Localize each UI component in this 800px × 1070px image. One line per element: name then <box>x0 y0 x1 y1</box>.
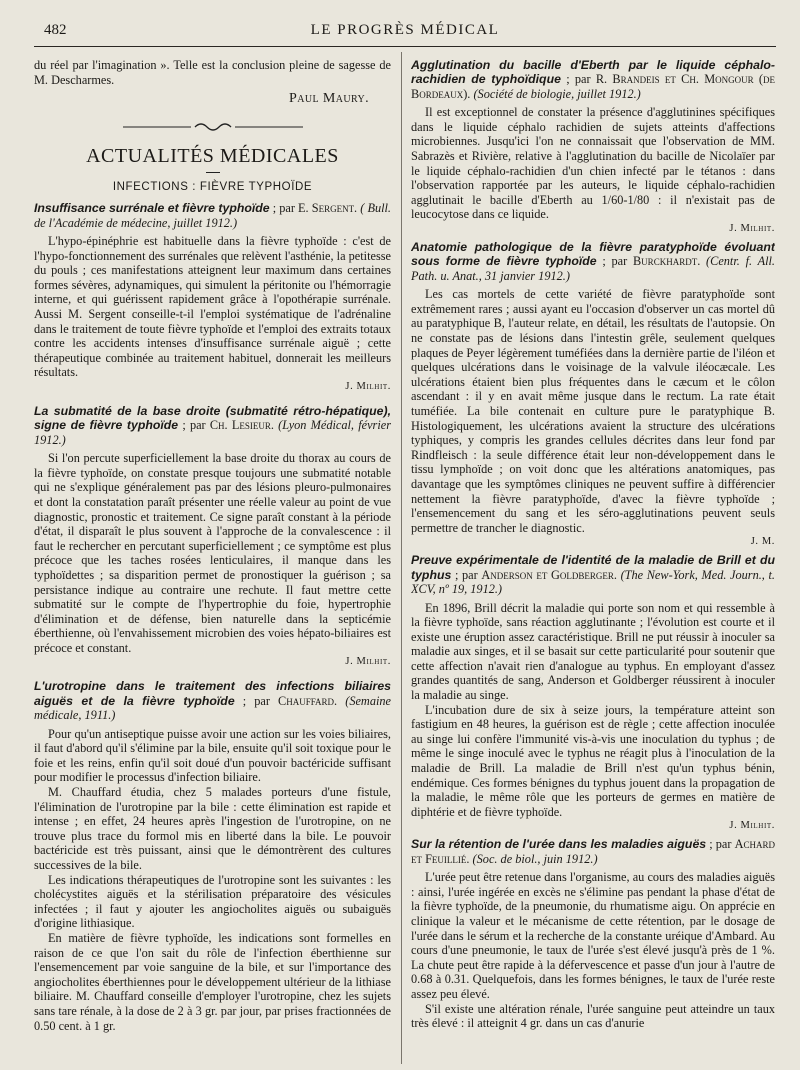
article-title: Anatomie pathologique de la fièvre paratyphoïde évoluant sous forme de fièvre typhoïde <box>411 239 775 269</box>
article-source: (Semaine médicale, 1911.) <box>34 693 391 723</box>
article-paragraph: En matière de fièvre typhoïde, les indications sont formelles en raison de ce que l'on sait du rôle de l'infection éberthienne sur l'ensemencement par voie sanguine de la bile, et sur l'importance des angiocholites éberthiennes pour le développement ultérieur de la lithiase biliaire. M. Chauffard conseille d'employer l'urotropine, chez les sujets sans tare rénale, à la dose de 2 à 3 gr. par jour, par prises fractionnées de 0.50 cent. à 1 gr. <box>34 931 391 1033</box>
page-number: 482 <box>44 22 67 38</box>
article-title: Agglutination du bacille d'Eberth par le liquide céphalo-rachidien de typhoïdique <box>411 58 775 87</box>
article-title: Preuve expérimentale de l'identité de la maladie de Brill et du typhus <box>411 553 775 582</box>
article-title: Insuffisance surrénale et fièvre typhoïde <box>34 201 270 216</box>
article-heading: Agglutination du bacille d'Eberth par le liquide céphalo-rachidien de typhoïdique ; par R. Brandeis et Ch. Mongour (de Bordeaux). (Société de biologie, juillet 1912.) <box>411 58 775 101</box>
article-author: Ch. Lesieur. <box>209 418 274 433</box>
article-paragraph: Si l'on percute superficiellement la base droite du thorax au cours de la fièvre typhoïde, on constate presque toujours une submatité notable qui ne s'explique généralement pas par des lésions pleuro-pulmonaires et dont la constatation paraît présenter une réelle valeur au point de vue diagnostic, pronostic et traitement. Ce signe paraît constant à la période d'état, il disparaît le plus souvent à l'approche de la convalescence : il faut le rechercher en percutant superficiellement ; ce symptôme est plus précoce que les taches rosées lenticulaires, il manque dans les typhoïdettes ; sa disparition permet de pronostiquer la guérison ; sa persistance indique au contraire une rechute. Il faut mettre cette submatité sur le compte de l'hypertrophie du foie, hypertrophie d'élimination et de défense, bien naturelle dans la septicémie éberthienne, où l'envahissement microbien des voies hépato-biliaires est précoce et constant. <box>34 451 391 655</box>
article-paragraph: L'hypo-épinéphrie est habituelle dans la fièvre typhoïde : c'est de l'hypo-fonctionnement des surrénales que relèvent l'asthénie, la petitesse du pouls ; ces manifestations atteignent leur maximum dans certaines formes sévères, adynamiques, qui simulent la péritonite ou l'hémorragie interne, et qui guérissent rapidement grâce à l'opothérapie surrénale. Aussi M. Sergent conseille-t-il l'emploi systématique de l'adrénaline dans le traitement de toute fièvre typhoïde et l'emploi des extraits totaux contre les accidents intenses d'insuffisance surrénale aiguë ; cette thérapeutique combinée au traitement habituel, donnerait les meilleurs résultats. <box>34 234 391 380</box>
article-author: Anderson et Goldberger. <box>481 567 617 582</box>
left-column <box>34 58 391 1063</box>
article-paragraph: Pour qu'un antiseptique puisse avoir une action sur les voies biliaires, il faut d'abord qu'il s'élimine par la bile, ensuite qu'il soit toxique pour le foie et les reins, enfin qu'il soit doué d'un pouvoir bactéricide suffisant pour modifier le processus d'infection biliaire. <box>34 726 391 785</box>
article-author: E. Sergent. <box>298 201 358 216</box>
page-header <box>34 20 776 42</box>
article-source: (Lyon Médical, février 1912.) <box>34 418 391 447</box>
article-signature: J. Milhit. <box>729 820 775 832</box>
article <box>411 240 775 547</box>
article <box>34 404 391 668</box>
article-title: La submatité de la base droite (submatité rétro-hépatique), signe de fièvre typhoïde <box>34 403 391 433</box>
article <box>411 553 775 831</box>
article-source: (Centr. f. All. Path. u. Anat., 31 janvier 1912.) <box>411 254 775 283</box>
article-author: R. Brandeis et Ch. Mongour (de Bordeaux). <box>411 72 775 101</box>
subsection-title: INFECTIONS : FIÈVRE TYPHOÏDE <box>112 181 313 194</box>
article <box>34 201 391 392</box>
article-paragraph: M. Chauffard étudia, chez 5 malades porteurs d'une fistule, l'élimination de l'urotropine par la bile : cette élimination est rapide et intense ; en effet, 24 heures après l'ingestion de l'urotropine, on ne trouve plus trace du formol mis en liberté dans la bile. Le pouvoir bactéricide est très puissant, ainsi que le démontrèrent des cultures successives de la bile. <box>34 785 391 873</box>
article-paragraph: En 1896, Brill décrit la maladie qui porte son nom et qui ressemble à la fièvre typhoïde, sans réaction agglutinante ; l'évolution est courte et il existe une éruption assez caractéristique. Brill ne put réussir à inoculer sa maladie aux singes, et il se basait sur cette particularité pour soutenir que cette affection n'avait rien d'analogue au typhus. En employant d'assez grandes quantités de sang, Anderson et Goldberger réussirent à inoculer la maladie au singe. <box>411 600 775 703</box>
article-paragraph: L'urée peut être retenue dans l'organisme, au cours des maladies aiguës : ainsi, l'urée ingérée en excès ne s'élimine pas pendant la phase d'état de la fièvre typhoïde, de la pneumonie, du rhumatisme aigu. On apprécie en clinique la valeur et le mécanisme de cette rétention, par le dosage de l'urée dans le sérum et la recherche de la constante uréique d'Ambard. Au cours d'une pneumonie, le taux de l'urée s'est élevé jusqu'à près de 1 %. La chute peut être rapide à la défervescence et passe d'un jour à l'autre de 0.68 à 0.31. Quelquefois, dans les formes bénignes, le taux de l'urée reste assez peu élevé. <box>411 870 775 1001</box>
section-dash <box>206 172 220 173</box>
intro-signature: Paul Maury. <box>289 91 369 107</box>
article-paragraph: S'il existe une altération rénale, l'urée sanguine peut atteindre un taux très élevé : il atteignit 4 gr. dans un cas d'anurie <box>411 1001 775 1031</box>
article-source: ( Bull. de l'Académie de médecine, juillet 1912.) <box>34 201 391 230</box>
article-heading: Sur la rétention de l'urée dans les maladies aiguës ; par Achard et Feuillié. (Soc. de biol., juin 1912.) <box>411 837 775 866</box>
article-heading: La submatité de la base droite (submatité rétro-hépatique), signe de fièvre typhoïde ; par Ch. Lesieur. (Lyon Médical, février 1912.) <box>34 403 391 447</box>
article-author: Achard et Feuillié. <box>411 837 775 866</box>
header-rule <box>34 46 776 47</box>
ornamental-rule <box>123 121 303 133</box>
section-title: ACTUALITÉS MÉDICALES <box>86 145 339 168</box>
article-signature: J. Milhit. <box>345 656 391 668</box>
article-title: Sur la rétention de l'urée dans les maladies aiguës <box>411 837 707 852</box>
article-source: (Soc. de biol., juin 1912.) <box>472 851 598 866</box>
article-title: L'urotropine dans le traitement des infections biliaires aiguës et de la fièvre typhoïde <box>34 679 391 708</box>
right-column <box>411 58 775 1063</box>
article-signature: J. Milhit. <box>729 222 775 234</box>
article-paragraph: Les cas mortels de cette variété de fièvre paratyphoïde sont extrêmement rares ; aussi ayant eu l'occasion d'observer un cas mortel dû au paratyphique B, l'auteur relate, en détail, les résultats de l'autopsie. On ne constate pas de lésions dans l'intestin grêle, seulement quelques plaques de Peyer légèrement tuméfiées dans la dernière partie de l'iléon et quelques ulcérations dans le voisinage de la valvule iléocæcale. Les ulcérations étaient bien plus fréquentes dans le cæcum et le côlon ascendant : il y en avait même jusque dans le rectum. La rate était tuméfiée. La bile contenait en culture pure le paratyphique B. Histologiquement, les ulcérations avaient la structure des ulcérations typhiques, y compris les grandes cellules décrites dans leur fond par Rindfleisch : la seule différence était leur non-développement dans le tissu lymphoïde ; on voit donc que les altérations anatomiques, pas davantage que les symptômes cliniques ne peuvent suffire à différencier nettement la fièvre paratyphoïde, d'avec la fièvre typhoïde ; l'ensemencement du sang et les séro-agglutinations peuvent seuls permettre de trancher le diagnostic. <box>411 287 775 535</box>
article-source: (Société de biologie, juillet 1912.) <box>473 86 641 101</box>
running-title: LE PROGRÈS MÉDICAL <box>310 22 500 38</box>
article-paragraph: L'incubation dure de six à seize jours, la température atteint son fastigium en 48 heures, la guérison est de règle ; cette affection inoculée au singe lui confère l'immunité vis-à-vis une inoculation du typhus ; de même le singe inoculé avec le typhus ne réagit plus à l'inoculation de la maladie de Brill. La maladie de Brill n'est qu'un typhus bénin, endémique. Ces formes bénignes du typhus jouent dans la propagation de la maladie, le même rôle que les porteurs de germes en matière de diphtérie et de fièvre typhoïde. <box>411 702 775 819</box>
article-paragraph: Il est exceptionnel de constater la présence d'agglutinines spécifiques dans le liquide céphalo rachidien de sujets atteints d'affections microbiennes. Jusqu'ici l'on ne connaissait que l'observation de MM. Sabrazès et Rivière, relative à l'agglutination du bacille de Nicolaïer par le liquide céphalo-rachidien d'un chien infecté par le tétanos : dans l'observation rapportée par les auteurs, le liquide céphalo-rachidien agglutinait le bacille d'Eberth au 1/60-1/80 : il n'existait pas de leucocytose dans ce liquide. <box>411 105 775 222</box>
article-signature: J. M. <box>750 536 775 548</box>
article-signature: J. Milhit. <box>345 380 391 392</box>
article-heading: Insuffisance surrénale et fièvre typhoïde ; par E. Sergent. ( Bull. de l'Académie de médecine, juillet 1912.) <box>34 201 391 230</box>
article-heading: L'urotropine dans le traitement des infections biliaires aiguës et de la fièvre typhoïde ; par Chauffard. (Semaine médicale, 1911.) <box>34 679 391 723</box>
article-source: (The New-York, Med. Journ., t. XCV, nº 19, 1912.) <box>411 567 775 597</box>
column-divider <box>401 52 402 1064</box>
intro-paragraph: du réel par l'imagination ». Telle est la conclusion pleine de sagesse de M. Descharmes. <box>34 58 391 87</box>
article-heading: Anatomie pathologique de la fièvre paratyphoïde évoluant sous forme de fièvre typhoïde ; par Burckhardt. (Centr. f. All. Path. u. Anat., 31 janvier 1912.) <box>411 239 775 283</box>
article <box>411 58 775 234</box>
article-paragraph: Les indications thérapeutiques de l'urotropine sont les suivantes : les cholécystites aiguës et la stérilisation préparatoire des vésicules infectées ; il faut y ajouter les angiocholites aiguës ou subaiguës d'origine lithiasique. <box>34 872 391 931</box>
article-author: Burckhardt. <box>632 254 701 269</box>
article <box>411 837 775 1030</box>
article <box>34 679 391 1033</box>
article-author: Chauffard. <box>278 693 338 708</box>
article-heading: Preuve expérimentale de l'identité de la maladie de Brill et du typhus ; par Anderson et Goldberger. (The New-York, Med. Journ., t. XCV, nº 19, 1912.) <box>411 553 775 597</box>
